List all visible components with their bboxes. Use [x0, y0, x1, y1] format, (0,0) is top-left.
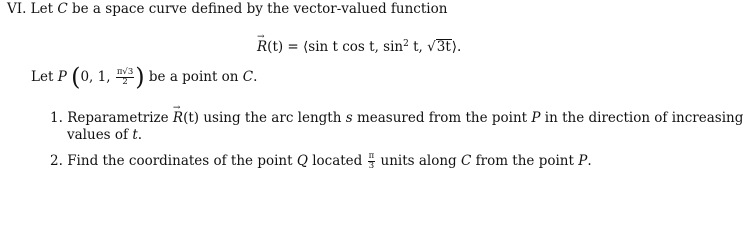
point-z-fraction [116, 68, 134, 87]
task-2-text-b: located [312, 153, 363, 169]
components-mid: t, [408, 39, 428, 55]
task-1-t-variable: t [132, 127, 138, 143]
task-2-number: 2. [50, 153, 63, 169]
task-1-arc-variable: s [345, 110, 353, 126]
task-1-point-p: P [531, 110, 541, 126]
point-curve-symbol: C [242, 69, 254, 85]
sqrt-expression [427, 39, 452, 55]
task-2-fraction-numerator: π [368, 151, 375, 161]
vector-function-equation [257, 36, 461, 55]
task-2-fraction-denominator: 3 [368, 161, 375, 171]
task-2-point-p: P [578, 153, 588, 169]
components-open: ⟨sin t cos t, sin [303, 39, 404, 55]
fraction-numerator: π√3 [116, 67, 134, 77]
point-text-pre: Let [31, 69, 54, 85]
task-1-line-2 [67, 127, 142, 143]
problem-statement-line [7, 1, 447, 17]
task-1-period: . [137, 127, 143, 143]
task-1-number: 1. [50, 110, 63, 126]
task-1-vector-r: → R [173, 110, 183, 126]
task-2-line [50, 152, 592, 171]
intro-text-pre: Let [30, 1, 54, 17]
task-1-text-c: measured from the point [356, 110, 528, 126]
task-1-line-1 [50, 110, 743, 126]
task-2-curve-c: C [461, 153, 472, 169]
point-text-post: be a point on [148, 69, 239, 85]
sqrt-content: 3t [436, 39, 451, 55]
sqrt-symbol: √ [427, 39, 436, 55]
problem-number: VI. [7, 1, 27, 17]
point-period: . [253, 69, 258, 85]
task-1-text-a: Reparametrize [67, 110, 169, 126]
fraction-denominator: 2 [122, 77, 128, 87]
task-2-period: . [587, 153, 592, 169]
task-2-point-q: Q [296, 153, 308, 169]
task-1-text-d: in the direction of increasing [544, 110, 743, 126]
task-2-fraction [368, 152, 376, 171]
vector-r-symbol: → R [257, 39, 267, 55]
task-2-text-c: units along [380, 153, 457, 169]
components-close: ⟩. [451, 39, 462, 55]
intro-text-post: be a space curve defined by the vector-valued function [72, 1, 448, 17]
point-paren-close: ) [135, 63, 145, 91]
point-paren-open: ( [71, 63, 81, 91]
vector-argument: (t) = [267, 39, 299, 55]
task-1-text-b: (t) using the arc length [183, 110, 342, 126]
task-1-line-2-text: values of [67, 127, 129, 143]
task-2-text-a: Find the coordinates of the point [67, 153, 293, 169]
point-definition-line [31, 63, 258, 91]
point-coordinates: 0, 1, [80, 69, 111, 85]
square-exponent: 2 [403, 39, 409, 49]
point-p-symbol: P [57, 69, 67, 85]
task-2-text-d: from the point [475, 153, 574, 169]
curve-symbol: C [57, 1, 68, 17]
